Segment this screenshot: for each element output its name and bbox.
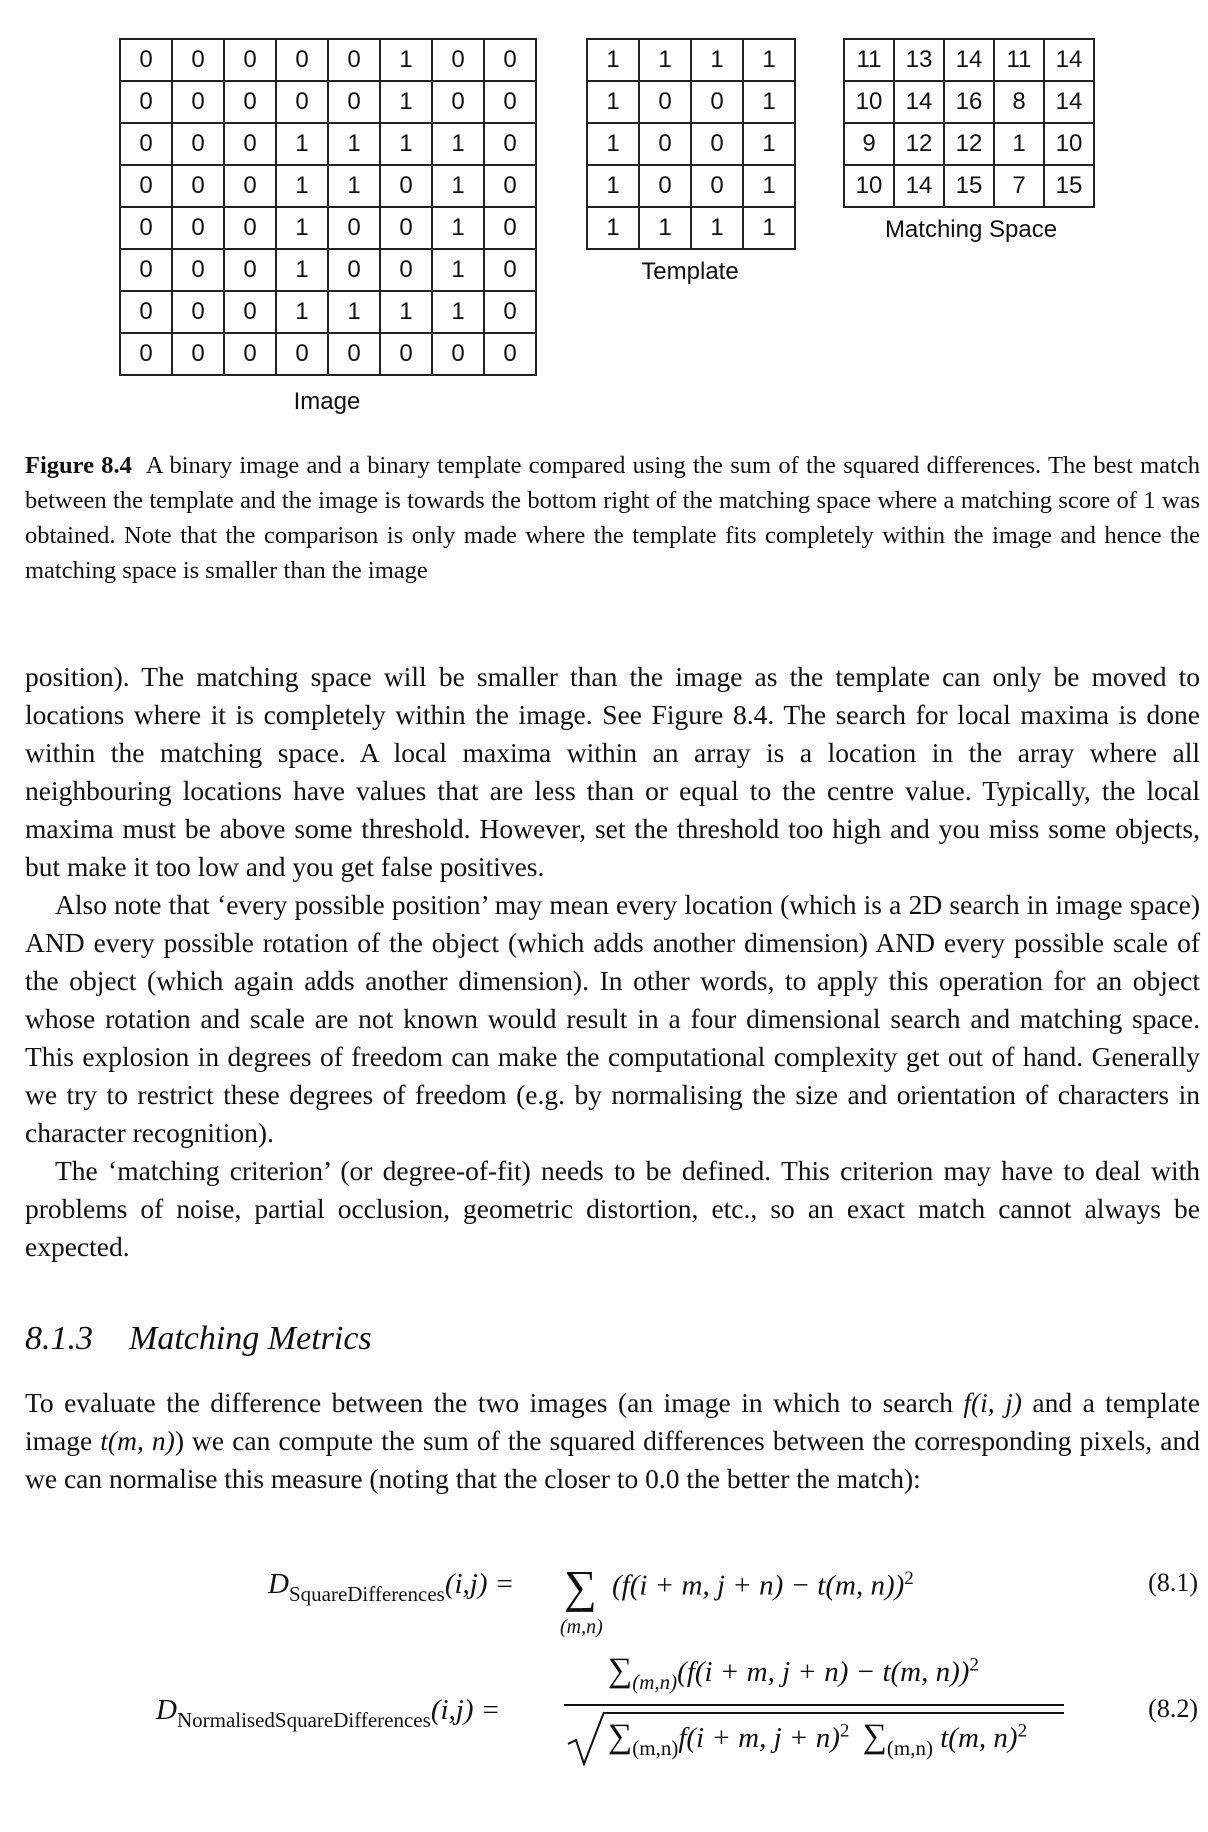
image-grid-row xyxy=(120,207,536,249)
image-grid-cell: 0 xyxy=(328,333,380,375)
matching-space-label: Matching Space xyxy=(884,216,1058,243)
intro-text: and a template image xyxy=(25,1387,1200,1456)
image-grid-cell: 0 xyxy=(172,81,224,123)
template-grid-row xyxy=(587,123,795,165)
image-grid-cell: 0 xyxy=(380,165,432,207)
template-grid-cell: 0 xyxy=(639,165,691,207)
fraction-bar xyxy=(564,1704,1064,1706)
eq1-rhs: (f(i + m, j + n) − t(m, n)) xyxy=(612,1569,905,1602)
image-grid-cell: 0 xyxy=(328,39,380,81)
image-grid-cell: 0 xyxy=(484,123,536,165)
eq1-lhs-symbol: D xyxy=(268,1568,289,1600)
image-grid-cell: 1 xyxy=(380,81,432,123)
eq1-rhs-power: 2 xyxy=(904,1568,914,1589)
matching-space-row xyxy=(844,123,1094,165)
matching-space-row xyxy=(844,165,1094,207)
eq2-den-expr-2: t(m, n) xyxy=(940,1722,1018,1754)
equation-8-1 xyxy=(268,1561,988,1648)
template-grid-cell: 0 xyxy=(639,81,691,123)
template-grid-label: Template xyxy=(641,258,739,285)
matching-space-cell: 9 xyxy=(844,123,894,165)
image-grid-row xyxy=(120,123,536,165)
image-grid-cell: 0 xyxy=(120,291,172,333)
template-grid-row xyxy=(587,207,795,249)
image-grid-cell: 0 xyxy=(224,165,276,207)
eq2-den-index-1: (m,n) xyxy=(632,1736,679,1760)
matching-space-cell: 15 xyxy=(944,165,994,207)
matching-space-cell: 14 xyxy=(1044,39,1094,81)
image-grid-cell: 0 xyxy=(120,249,172,291)
eq2-num-expr: (f(i + m, j + n) − t(m, n)) xyxy=(677,1656,970,1688)
image-grid xyxy=(119,38,537,376)
image-grid-cell: 1 xyxy=(328,165,380,207)
image-grid-cell: 1 xyxy=(276,249,328,291)
image-grid-cell: 0 xyxy=(172,39,224,81)
image-grid-cell: 0 xyxy=(484,291,536,333)
image-grid-cell: 0 xyxy=(172,123,224,165)
matching-space-row xyxy=(844,81,1094,123)
figure-caption-label: Figure 8.4 xyxy=(25,452,132,479)
figure-caption-text: A binary image and a binary template compared using the sum of the squared differences. The best match between the template and the image is towards the bottom right of the matching space where a matching score of 1 was obtained. Note that the comparison is only made where the template fits completely within the image and hence the matching space is smaller than the image xyxy=(25,452,1200,584)
eq2-den-index-2: (m,n) xyxy=(886,1736,933,1760)
eq2-den-sum-1: ∑ xyxy=(608,1718,633,1755)
image-grid-cell: 0 xyxy=(432,333,484,375)
image-grid-row xyxy=(120,291,536,333)
eq1-lhs-sub: SquareDifferences xyxy=(288,1582,445,1606)
template-grid-cell: 1 xyxy=(743,207,795,249)
image-grid-cell: 0 xyxy=(484,39,536,81)
image-grid-cell: 0 xyxy=(484,333,536,375)
image-grid-cell: 0 xyxy=(224,291,276,333)
image-grid-cell: 0 xyxy=(224,123,276,165)
image-grid-label: Image xyxy=(293,388,361,415)
image-grid-cell: 1 xyxy=(276,165,328,207)
image-grid-cell: 0 xyxy=(380,333,432,375)
eq2-lhs-sub: NormalisedSquareDifferences xyxy=(176,1708,431,1732)
intro-f-expr: f(i, j) xyxy=(963,1387,1022,1418)
image-grid-cell: 1 xyxy=(328,123,380,165)
intro-text: ) we can compute the sum of the squared differences between the corresponding pixels, and we can normalise this measure (noting that the closer to 0.0 the better the match): xyxy=(25,1425,1200,1494)
matching-space-cell: 10 xyxy=(844,165,894,207)
image-grid-cell: 0 xyxy=(432,81,484,123)
matching-space-cell: 11 xyxy=(844,39,894,81)
eq2-den-power-1: 2 xyxy=(839,1720,850,1742)
intro-t-expr: t(m, n) xyxy=(100,1425,175,1456)
image-grid-cell: 0 xyxy=(120,207,172,249)
matching-space-cell: 14 xyxy=(944,39,994,81)
image-grid-cell: 0 xyxy=(172,207,224,249)
eq2-den-sum-2: ∑ xyxy=(862,1718,887,1755)
image-grid-row xyxy=(120,249,536,291)
image-grid-cell: 1 xyxy=(276,291,328,333)
image-grid-cell: 0 xyxy=(172,333,224,375)
template-grid-cell: 1 xyxy=(743,39,795,81)
image-grid-cell: 0 xyxy=(224,333,276,375)
image-grid-cell: 0 xyxy=(484,81,536,123)
template-grid-cell: 1 xyxy=(639,207,691,249)
matching-space-cell: 14 xyxy=(894,165,944,207)
image-grid-cell: 0 xyxy=(224,39,276,81)
paragraph: position). The matching space will be smaller than the image as the template can only be moved to locations where it is completely within the image. See Figure 8.4. The search for local maxima is done within the matching space. A local maxima within an array is a location in the array where all neighbouring locations have values that are less than or equal to the centre value. Typically, the local maxima must be above some threshold. However, set the threshold too high and you miss some objects, but make it too low and you get false positives. xyxy=(25,661,1200,882)
template-grid-cell: 1 xyxy=(691,207,743,249)
template-grid-cell: 0 xyxy=(691,123,743,165)
eq2-num-power: 2 xyxy=(969,1654,979,1676)
template-grid-cell: 0 xyxy=(691,165,743,207)
eq2-lhs-args: (i,j) = xyxy=(430,1694,501,1726)
image-grid-cell: 0 xyxy=(172,249,224,291)
image-grid-cell: 0 xyxy=(224,207,276,249)
section-title: Matching Metrics xyxy=(129,1320,372,1357)
template-grid-cell: 1 xyxy=(587,123,639,165)
eq1-lhs-args: (i,j) = xyxy=(444,1568,515,1600)
image-grid-cell: 0 xyxy=(120,39,172,81)
matching-space-grid xyxy=(843,38,1095,208)
image-grid-cell: 1 xyxy=(380,39,432,81)
image-grid-cell: 0 xyxy=(120,123,172,165)
matching-space-cell: 11 xyxy=(994,39,1044,81)
template-grid xyxy=(586,38,796,250)
image-grid-cell: 1 xyxy=(328,291,380,333)
section-number: 8.1.3 xyxy=(25,1320,93,1357)
eq2-num-index: (m,n) xyxy=(632,1670,678,1694)
body-text xyxy=(25,658,1200,1266)
image-grid-row xyxy=(120,333,536,375)
template-grid-cell: 1 xyxy=(587,39,639,81)
image-grid-cell: 0 xyxy=(172,291,224,333)
image-grid-cell: 0 xyxy=(484,207,536,249)
image-grid-cell: 0 xyxy=(328,81,380,123)
equation-8-2 xyxy=(156,1652,1076,1772)
image-grid-cell: 1 xyxy=(380,291,432,333)
image-grid-cell: 0 xyxy=(432,39,484,81)
matching-space-cell: 8 xyxy=(994,81,1044,123)
image-grid-cell: 1 xyxy=(432,123,484,165)
image-grid-cell: 0 xyxy=(328,249,380,291)
eq2-lhs-symbol: D xyxy=(156,1694,177,1726)
equation-number-8-2: (8.2) xyxy=(1148,1694,1198,1723)
template-grid-cell: 1 xyxy=(587,81,639,123)
eq1-sum-index: (m,n) xyxy=(560,1616,603,1638)
eq2-den-expr-1: f(i + m, j + n) xyxy=(678,1722,840,1754)
image-grid-cell: 0 xyxy=(484,249,536,291)
image-grid-cell: 1 xyxy=(432,165,484,207)
sqrt-symbol xyxy=(566,1710,606,1766)
eq1-sum-symbol: ∑ xyxy=(564,1561,597,1612)
matching-space-cell: 14 xyxy=(1044,81,1094,123)
matching-space-cell: 10 xyxy=(844,81,894,123)
matching-space-cell: 14 xyxy=(894,81,944,123)
template-grid-cell: 0 xyxy=(639,123,691,165)
template-grid-cell: 1 xyxy=(639,39,691,81)
template-grid-cell: 1 xyxy=(691,39,743,81)
matching-space-cell: 7 xyxy=(994,165,1044,207)
matching-space-cell: 10 xyxy=(1044,123,1094,165)
matching-space-cell: 12 xyxy=(944,123,994,165)
image-grid-row xyxy=(120,81,536,123)
paragraph: The ‘matching criterion’ (or degree-of-fit) needs to be defined. This criterion may have to deal with problems of noise, partial occlusion, geometric distortion, etc., so an exact match cannot always be expected. xyxy=(25,1155,1200,1262)
template-grid-cell: 1 xyxy=(743,81,795,123)
image-grid-cell: 1 xyxy=(432,207,484,249)
matching-space-row xyxy=(844,39,1094,81)
section-heading xyxy=(25,1320,372,1358)
matching-space-cell: 12 xyxy=(894,123,944,165)
equation-number-8-1: (8.1) xyxy=(1148,1568,1198,1597)
template-grid-cell: 0 xyxy=(691,81,743,123)
matching-space-cell: 1 xyxy=(994,123,1044,165)
image-grid-cell: 0 xyxy=(120,165,172,207)
eq2-num-sum: ∑ xyxy=(608,1652,633,1689)
intro-text: To evaluate the difference between the two images (an image in which to search xyxy=(25,1387,964,1418)
matching-space-cell: 16 xyxy=(944,81,994,123)
image-grid-cell: 0 xyxy=(120,333,172,375)
template-grid-row xyxy=(587,39,795,81)
paragraph: Also note that ‘every possible position’ may mean every location (which is a 2D search in image space) AND every possible rotation of the object (which adds another dimension) AND every possible scale of the object (which again adds another dimension). In other words, to apply this operation for an object whose rotation and scale are not known would result in a four dimensional search and matching space. This explosion in degrees of freedom can make the computational complexity get out of hand. Generally we try to restrict these degrees of freedom (e.g. by normalising the size and orientation of characters in character recognition). xyxy=(25,889,1200,1148)
intro-paragraph xyxy=(25,1384,1200,1498)
image-grid-cell: 0 xyxy=(224,249,276,291)
matching-space-cell: 15 xyxy=(1044,165,1094,207)
image-grid-cell: 0 xyxy=(120,81,172,123)
image-grid-cell: 0 xyxy=(172,165,224,207)
image-grid-cell: 0 xyxy=(328,207,380,249)
image-grid-cell: 1 xyxy=(380,123,432,165)
image-grid-cell: 1 xyxy=(276,207,328,249)
image-grid-cell: 0 xyxy=(276,333,328,375)
image-grid-cell: 0 xyxy=(484,165,536,207)
eq2-den-power-2: 2 xyxy=(1017,1720,1028,1742)
figure-caption xyxy=(25,448,1200,588)
template-grid-cell: 1 xyxy=(587,207,639,249)
template-grid-row xyxy=(587,81,795,123)
image-grid-cell: 1 xyxy=(432,291,484,333)
image-grid-cell: 0 xyxy=(276,81,328,123)
image-grid-row xyxy=(120,39,536,81)
image-grid-cell: 1 xyxy=(432,249,484,291)
image-grid-row xyxy=(120,165,536,207)
template-grid-cell: 1 xyxy=(743,123,795,165)
matching-space-cell: 13 xyxy=(894,39,944,81)
image-grid-cell: 0 xyxy=(276,39,328,81)
image-grid-cell: 1 xyxy=(276,123,328,165)
template-grid-row xyxy=(587,165,795,207)
template-grid-cell: 1 xyxy=(743,165,795,207)
sqrt-overline xyxy=(604,1712,1064,1714)
image-grid-cell: 0 xyxy=(224,81,276,123)
template-grid-cell: 1 xyxy=(587,165,639,207)
image-grid-cell: 0 xyxy=(380,249,432,291)
image-grid-cell: 0 xyxy=(380,207,432,249)
